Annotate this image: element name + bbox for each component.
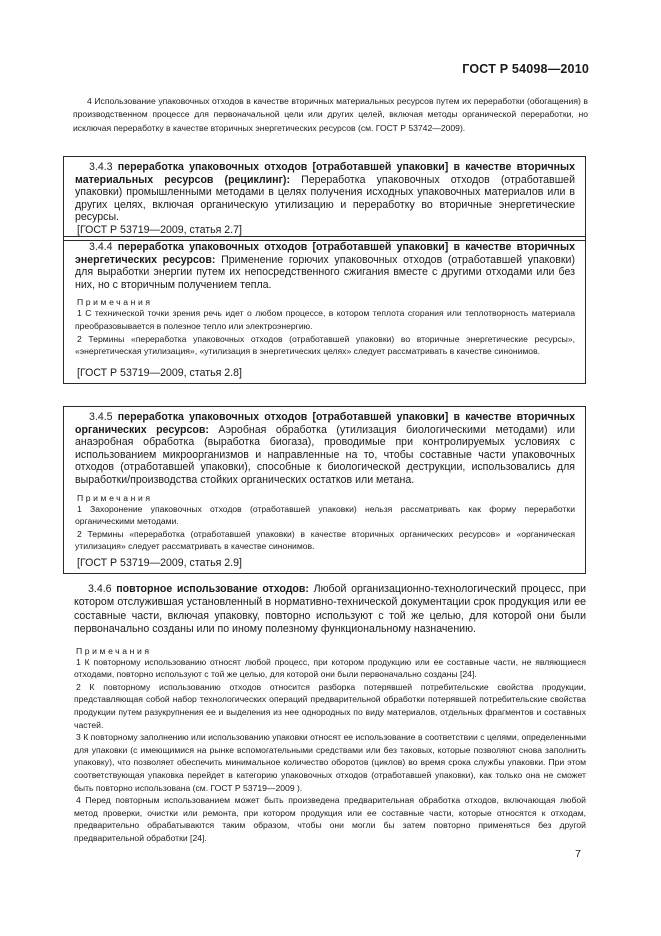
term-343 <box>75 161 575 224</box>
term-344-definition: Применение горючих упаковочных отходов (отработавшей упаковки) для выработки энергии путем их непосредственного сжигания вместе с другими отходами или без них, но с вторичным получением тепла. <box>75 253 575 291</box>
term-344-title: переработка упаковочных отходов [отработавшей упаковки] в качестве вторичных энергетических ресурсов: <box>75 241 575 266</box>
document-header: ГОСТ Р 54098—2010 <box>462 62 589 76</box>
term-box-343 <box>63 156 586 241</box>
term-346 <box>74 583 586 637</box>
term-346-note-1: 1 К повторному использованию относят любой процесс, при котором продукцию или ее составные части, не являющиеся отходами, повторно используют с той же целью, для которой они были первоначально созданы [24]. <box>74 656 586 680</box>
term-345-note-2: 2 Термины «переработка (отработавшей упаковки) в качестве вторичных органических ресурсов» и «органическая утилизация» следует рассматривать в качестве синонимов. <box>75 528 575 552</box>
term-345-number: 3.4.5 <box>89 411 113 423</box>
term-346-definition: Любой организационно-технологический процесс, при котором отслужившая установленный в нормативно-технической документации срок продукция или ее составные части, включая упаковку, повторно используют с той же целью, для которой они были первоначально созданы или по иному полезному функциональному назначению. <box>74 583 587 636</box>
term-345-note-1: 1 Захоронение упаковочных отходов (отработавшей упаковки) нельзя рассматривать как форму переработки органическими методами. <box>75 503 575 527</box>
term-344-source: [ГОСТ Р 53719—2009, статья 2.8] <box>77 366 242 379</box>
page-number: 7 <box>575 848 581 860</box>
term-345 <box>75 411 575 487</box>
term-346-notes-title: Примечания <box>76 645 152 656</box>
top-note-text: 4 Использование упаковочных отходов в качестве вторичных материальных ресурсов путем их переработки (обогащения) в производственном процессе для первоначальной цели или других целей, включая методы органической переработки, но исключая переработку в качестве вторичных энергетических ресурсов (см. ГОСТ Р 53742—2009). <box>73 96 588 133</box>
term-344-note-1: 1 С технической точки зрения речь идет о любом процессе, в котором теплота сгорания или теплотворность материала преобразовывается в полезное тепло или электроэнергию. <box>75 308 575 331</box>
top-note <box>73 95 588 135</box>
term-345-definition: Аэробная обработка (утилизация биологическими методами) или анаэробная обработка (выработка биогаза), проводимые при контролируемых условиях с использованием микроорганизмов и направленные на то, чтобы составные части упаковочных отходов (отработавшей упаковки), способные к биологической деструкции, использовались для выработки/производства стойких органических остатков или метана. <box>75 423 576 486</box>
term-346-note-4: 4 Перед повторным использованием может быть произведена предварительная обработка отходов, включающая любой метод проверки, очистки или ремонта, при котором продукция или ее составные части, которые относятся к отходам, предварительно обрабатываются таким образом, чтобы они могли бы затем повторно применяться без другой предварительной обработки [24]. <box>74 795 586 843</box>
term-346-section <box>74 583 586 845</box>
term-346-title: повторное использование отходов: <box>116 583 309 595</box>
term-343-title: переработка упаковочных отходов [отработавшей упаковки] в качестве вторичных материальных ресурсов (рециклинг): <box>75 161 575 186</box>
term-344-note-2: 2 Термины «переработка упаковочных отходов (отработавшей упаковки) во вторичные энергетические ресурсы», «энергетическая утилизация», «утилизация в энергетических целях» следует рассматривать в качестве синонимов. <box>75 333 575 357</box>
term-346-number: 3.4.6 <box>88 583 112 595</box>
term-343-source: [ГОСТ Р 53719—2009, статья 2.7] <box>77 223 242 236</box>
term-345-title: переработка упаковочных отходов [отработавшей упаковки] в качестве вторичных органических ресурсов: <box>75 411 575 436</box>
term-345-source: [ГОСТ Р 53719—2009, статья 2.9] <box>77 556 242 569</box>
term-344-number: 3.4.4 <box>89 241 113 253</box>
term-346-note-2: 2 К повторному использованию отходов относится разборка потерявшей потребительские свойства продукции, представляющая собой набор технологических операций предварительной обработки потерявшей потребительские свойства продукции путем разукрупнения ее и выделения из нее однородных по виду материалов, отдельных фрагментов и составных частей. <box>74 681 586 730</box>
term-box-345 <box>63 406 586 574</box>
term-346-note-3: 3 К повторному заполнению или использованию упаковки относят ее использование в соответствии с целями, определенными для упаковки (с имеющимися на рынке вспомогательными средствами или без таковых, которые позволяют снова заполнить упаковку), что позволяет обеспечить минимальное количество оборотов (циклов) во время срока службы упаковки. При этом соответствующая упаковка перейдет в категорию упаковочных отходов (отработавшей упаковки), как только она не сможет быть повторно использована (см. ГОСТ Р 53719—2009 ). <box>74 732 586 793</box>
term-343-definition: Переработка упаковочных отходов (отработавшей упаковки) промышленными методами в целях получения исходных упаковочных материалов или в других целях, включая органическую утилизацию и переработку во вторичные энергетические ресурсы. <box>75 173 575 224</box>
term-344-notes-title: Примечания <box>77 297 153 308</box>
term-box-344 <box>63 236 586 384</box>
term-344 <box>75 241 575 291</box>
term-343-number: 3.4.3 <box>89 161 113 173</box>
term-345-notes-title: Примечания <box>77 492 153 503</box>
